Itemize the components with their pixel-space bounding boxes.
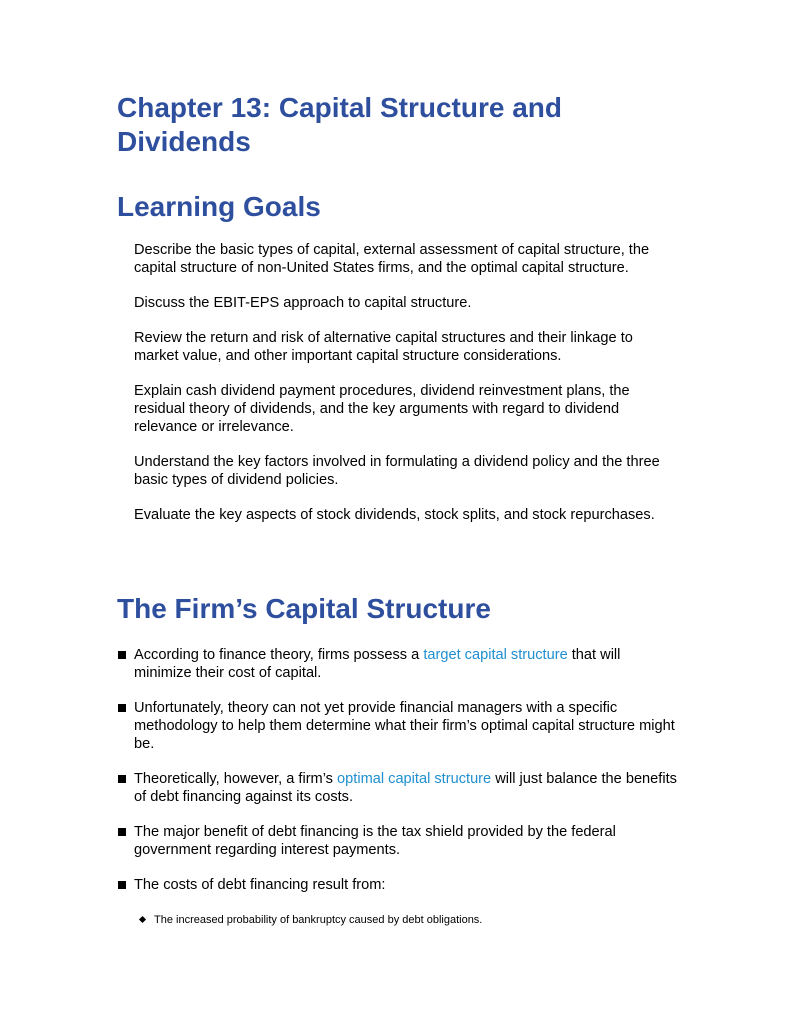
square-bullet-icon: [118, 651, 126, 659]
bullet-item: [117, 646, 677, 682]
square-bullet-icon: [118, 704, 126, 712]
bullet-text: will just balance the benefits of debt financing against its costs.: [134, 771, 677, 805]
bullet-text: Unfortunately, theory can not yet provide financial managers with a specific methodology to help them determine what their firm’s optimal capital structure might be.: [134, 700, 675, 752]
capital-structure-bullets: [117, 646, 677, 911]
bullet-item: [117, 770, 677, 806]
bullet-text: The costs of debt financing result from:: [134, 877, 386, 893]
bullet-text: Theoretically, however, a firm’s: [134, 771, 338, 787]
learning-goal-item: Review the return and risk of alternative capital structures and their linkage to market value, and other important capital structure considerations.: [134, 330, 633, 364]
bullet-text: The major benefit of debt financing is the tax shield provided by the federal government regarding interest payments.: [134, 824, 616, 858]
learning-goal-item: Understand the key factors involved in formulating a dividend policy and the three basic types of dividend policies.: [134, 454, 660, 488]
learning-goal-item: Explain cash dividend payment procedures, dividend reinvestment plans, the residual theory of dividends, and the key arguments with regard to dividend relevance or irrelevance.: [134, 383, 630, 435]
sub-bullet-item: [138, 912, 658, 928]
sub-bullets: [138, 912, 658, 928]
learning-goal-item: Evaluate the key aspects of stock dividends, stock splits, and stock repurchases.: [134, 507, 655, 523]
square-bullet-icon: [118, 881, 126, 889]
bullet-text: that will minimize their cost of capital.: [134, 647, 621, 681]
learning-goals-list: [134, 241, 679, 541]
bullet-text: According to finance theory, firms possess a: [134, 647, 424, 663]
sub-bullet-text: The increased probability of bankruptcy caused by debt obligations.: [154, 914, 483, 926]
target-capital-structure-link[interactable]: target capital structure: [423, 647, 568, 663]
bullet-item: [117, 876, 677, 894]
optimal-capital-structure-link[interactable]: optimal capital structure: [337, 771, 492, 787]
bullet-item: [117, 823, 677, 859]
capital-structure-heading: The Firm’s Capital Structure: [117, 593, 491, 624]
learning-goal-item: Describe the basic types of capital, external assessment of capital structure, the capital structure of non-United States firms, and the optimal capital structure.: [134, 242, 650, 276]
square-bullet-icon: [118, 828, 126, 836]
diamond-bullet-icon: [139, 916, 146, 923]
chapter-title: Chapter 13: Capital Structure and Dividends: [117, 92, 562, 157]
learning-goals-heading: Learning Goals: [117, 191, 321, 222]
learning-goal-item: Discuss the EBIT-EPS approach to capital structure.: [134, 295, 472, 311]
bullet-item: [117, 699, 677, 753]
square-bullet-icon: [118, 775, 126, 783]
